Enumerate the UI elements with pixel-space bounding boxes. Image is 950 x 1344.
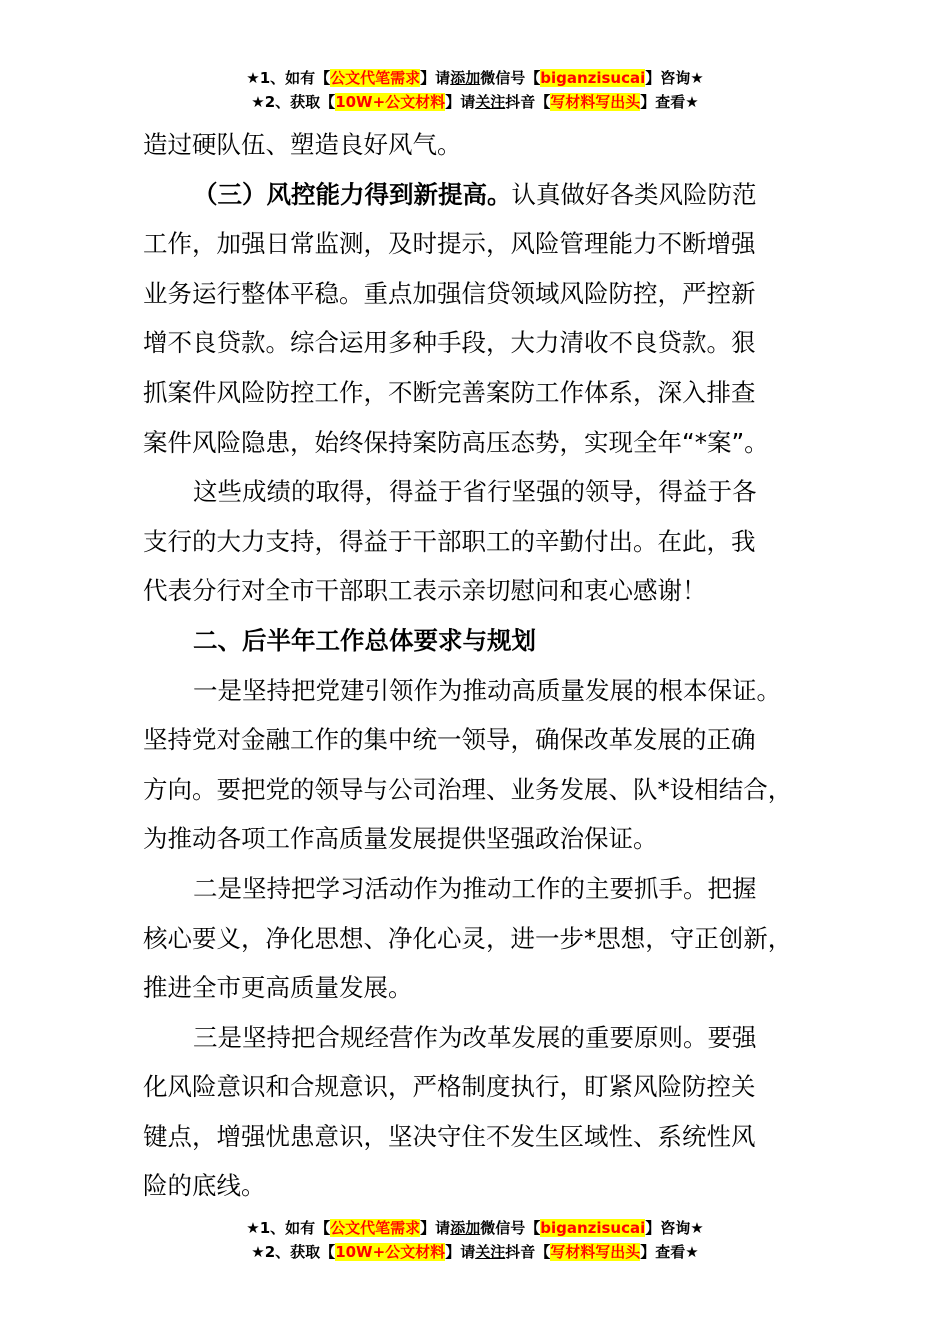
banner-line-1 <box>0 1216 950 1240</box>
banner-underlined: 关注 <box>475 93 506 111</box>
banner-underlined: 添加 <box>450 1219 481 1237</box>
banner-text: 】请 <box>445 1243 476 1261</box>
banner-text: ★1、如有【 <box>246 69 331 87</box>
banner-text: 微信号【 <box>480 1219 541 1237</box>
highlight-douyin-account: 写材料写出头 <box>550 1243 641 1261</box>
paragraph-line: 坚持党对金融工作的集中统一领导，确保改革发展的正确 <box>143 725 756 755</box>
paragraph-line: 键点，增强忧患意识，坚决守住不发生区域性、系统性风 <box>143 1121 756 1151</box>
paragraph-line <box>143 170 833 220</box>
paragraph-line: 支行的大力支持，得益于干部职工的辛勤付出。在此，我 <box>143 526 756 556</box>
banner-line-2 <box>0 90 950 114</box>
paragraph-line: 推进全市更高质量发展。 <box>143 973 413 1003</box>
paragraph-line: 为推动各项工作高质量发展提供坚强政治保证。 <box>143 824 658 854</box>
paragraph-line: 方向。要把党的领导与公司治理、业务发展、队*设相结合， <box>143 774 793 804</box>
banner-text: 抖音【 <box>505 93 551 111</box>
paragraph-line: 这些成绩的取得，得益于省行坚强的领导，得益于各 <box>193 477 757 507</box>
paragraph-line: 险的底线。 <box>143 1171 266 1201</box>
banner-text: 抖音【 <box>505 1243 551 1261</box>
banner-text: ★2、获取【 <box>251 93 336 111</box>
banner-text: 】请 <box>445 93 476 111</box>
highlight-wechat-id: biganzisucai <box>540 1219 646 1237</box>
document-body <box>143 120 833 1211</box>
banner-text: ★1、如有【 <box>246 1219 331 1237</box>
paragraph-line: 案件风险隐患，始终保持案防高压态势，实现全年“*案”。 <box>143 427 769 457</box>
banner-underlined: 关注 <box>475 1243 506 1261</box>
paragraph-line: 增不良贷款。综合运用多种手段，大力清收不良贷款。狠 <box>143 328 756 358</box>
banner-text: 】查看★ <box>640 93 699 111</box>
paragraph-text: 认真做好各类风险防范 <box>511 179 757 209</box>
paragraph-line: 抓案件风险防控工作，不断完善案防工作体系，深入排查 <box>143 377 756 407</box>
banner-text: 】请 <box>420 69 451 87</box>
banner-line-1 <box>0 66 950 90</box>
banner-underlined: 添加 <box>450 69 481 87</box>
highlight-douyin-account: 写材料写出头 <box>550 93 641 111</box>
banner-text: 】请 <box>420 1219 451 1237</box>
banner-line-2 <box>0 1240 950 1264</box>
paragraph-line: 代表分行对全市干部职工表示亲切慰问和衷心感谢！ <box>143 576 707 606</box>
paragraph-line: 化风险意识和合规意识，严格制度执行，盯紧风险防控关 <box>143 1072 756 1102</box>
paragraph-line: 造过硬队伍、塑造良好风气。 <box>143 130 462 159</box>
paragraph-line: 业务运行整体平稳。重点加强信贷领域风险防控，严控新 <box>143 278 756 308</box>
section-heading: 二、后半年工作总体要求与规划 <box>193 625 536 655</box>
paragraph-line: 三是坚持把合规经营作为改革发展的重要原则。要强 <box>193 1022 757 1052</box>
paragraph-line: 核心要义，净化思想、净化心灵，进一步*思想，守正创新， <box>143 923 793 953</box>
paragraph-line: 二是坚持把学习活动作为推动工作的主要抓手。把握 <box>193 873 757 903</box>
highlight-materials: 10W+公文材料 <box>335 93 446 111</box>
banner-text: 】咨询★ <box>645 1219 704 1237</box>
banner-text: 】查看★ <box>640 1243 699 1261</box>
header-banner <box>0 66 950 114</box>
highlight-service: 公文代笔需求 <box>330 69 421 87</box>
paragraph-line: 一是坚持把党建引领作为推动高质量发展的根本保证。 <box>193 675 781 705</box>
footer-banner <box>0 1216 950 1264</box>
highlight-service: 公文代笔需求 <box>330 1219 421 1237</box>
banner-text: 】咨询★ <box>645 69 704 87</box>
paragraph-line: 工作，加强日常监测，及时提示，风险管理能力不断增强 <box>143 229 756 259</box>
highlight-materials: 10W+公文材料 <box>335 1243 446 1261</box>
highlight-wechat-id: biganzisucai <box>540 69 646 87</box>
banner-text: ★2、获取【 <box>251 1243 336 1261</box>
section-subheading: （三）风控能力得到新提高。 <box>193 179 512 209</box>
banner-text: 微信号【 <box>480 69 541 87</box>
